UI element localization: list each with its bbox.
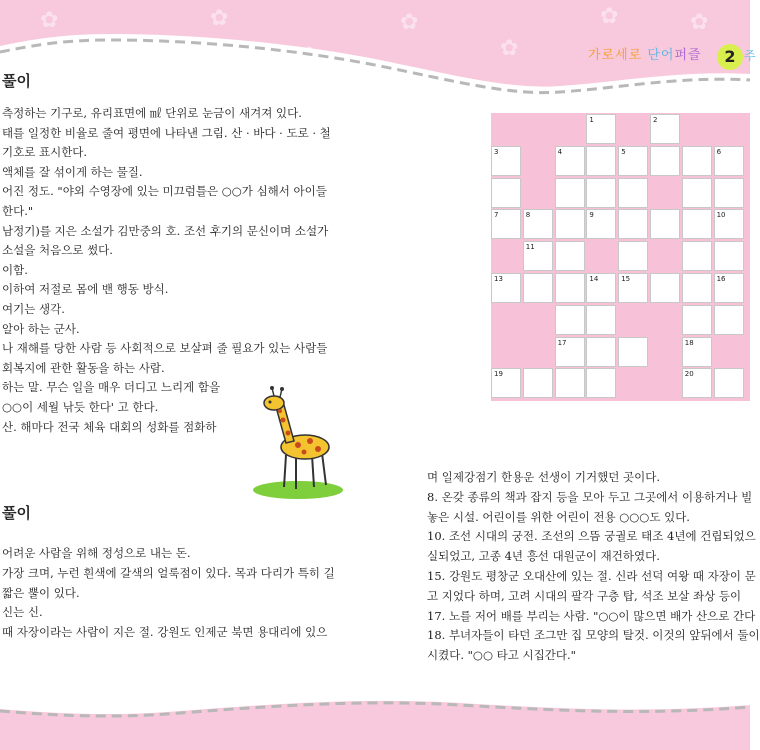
- clue-line: 알아 하는 군사.: [2, 321, 80, 336]
- crossword-cell[interactable]: [586, 273, 616, 303]
- crossword-cell[interactable]: [491, 146, 521, 176]
- crossword-cell[interactable]: [714, 273, 744, 303]
- crossword-cell[interactable]: [555, 368, 585, 398]
- crossword-cell[interactable]: [586, 305, 616, 335]
- crossword-cell[interactable]: [555, 178, 585, 208]
- chapter-badge: 2: [717, 44, 743, 70]
- cell-number: 2: [653, 116, 658, 124]
- crossword-cell[interactable]: [586, 337, 616, 367]
- crossword-cell[interactable]: [714, 209, 744, 239]
- title-part: 퍼즐: [674, 48, 702, 63]
- clue-line: 나 재해를 당한 사람 등 사회적으로 보살펴 줄 필요가 있는 사람들: [2, 341, 328, 356]
- clue-line: 실되었고, 고종 4년 흥선 대원군이 재건하였다.: [427, 549, 660, 564]
- cell-number: 8: [525, 211, 531, 220]
- crossword-cell[interactable]: [491, 209, 521, 239]
- crossword-cell[interactable]: [650, 146, 680, 176]
- chapter-suffix: 주: [744, 49, 756, 63]
- cell-number: 1: [589, 116, 594, 124]
- crossword-cell[interactable]: [586, 368, 616, 398]
- crossword-cell[interactable]: [555, 209, 585, 239]
- clue-line: 이하여 저절로 몸에 밴 행동 방식.: [2, 282, 169, 297]
- paw-print-icon: ✿: [600, 4, 619, 29]
- clue-line: 때 자장이라는 사람이 지은 절. 강원도 인제군 북면 용대리에 있으: [2, 625, 328, 640]
- paw-print-icon: ✿: [400, 10, 419, 35]
- clue-line: 15. 강원도 평창군 오대산에 있는 절. 신라 선덕 여왕 때 자장이 문: [427, 569, 756, 583]
- crossword-cell[interactable]: [618, 178, 648, 208]
- clue-line: 8. 온갖 종류의 책과 잡지 등을 모아 두고 그곳에서 이용하거나 빌: [427, 489, 753, 504]
- crossword-cell[interactable]: [682, 273, 712, 303]
- clue-line: 17. 노를 저어 배를 부리는 사람. "○○이 많으면 배가 산으로 간다: [427, 608, 756, 623]
- cell-number: 10: [716, 211, 726, 220]
- title-part: 단어: [642, 48, 675, 63]
- crossword-cell[interactable]: [650, 273, 680, 303]
- clue-line: 시켰다. "○○ 타고 시집간다.": [427, 648, 576, 663]
- crossword-grid: [491, 113, 750, 401]
- clue-line: 남정기)를 지은 소설가 김만중의 호. 조선 후기의 문신이며 소설가: [2, 223, 329, 238]
- cell-number: 11: [525, 243, 535, 252]
- clue-line: 기호로 표시한다.: [2, 145, 88, 160]
- crossword-cell[interactable]: [523, 241, 553, 271]
- crossword-cell[interactable]: [555, 146, 585, 176]
- crossword-cell[interactable]: [555, 337, 585, 367]
- cell-number: 18: [684, 338, 694, 347]
- clue-line: 여기는 생각.: [2, 302, 65, 316]
- paw-print-icon: ✿: [40, 8, 59, 33]
- clue-line: 액체를 잘 섞이게 하는 물질.: [2, 164, 143, 179]
- clue-line: 놓은 시설. 어린이를 위한 어린이 전용 ○○○도 있다.: [427, 509, 690, 524]
- clue-line: 18. 부녀자들이 타던 조그만 집 모양의 탈것. 이것의 앞뒤에서 둘이: [427, 628, 760, 643]
- cell-number: 13: [494, 275, 503, 283]
- cell-number: 9: [589, 211, 594, 220]
- crossword-cell[interactable]: [491, 368, 521, 398]
- crossword-cell[interactable]: [555, 241, 585, 271]
- crossword-cell[interactable]: [682, 305, 712, 335]
- giraffe-illustration: [250, 385, 340, 505]
- clue-line: 소설을 처음으로 썼다.: [2, 243, 113, 258]
- clue-line: 짧은 뿔이 있다.: [2, 585, 80, 600]
- cell-number: 19: [494, 370, 503, 379]
- crossword-cell[interactable]: [523, 273, 553, 303]
- clue-line: ○○이 세월 낚듯 한다' 고 한다.: [2, 400, 159, 414]
- cell-number: 7: [494, 211, 499, 220]
- crossword-cell[interactable]: [618, 273, 648, 303]
- crossword-cell[interactable]: [682, 241, 712, 271]
- crossword-cell[interactable]: [555, 273, 585, 303]
- page-title: [588, 44, 702, 63]
- clue-line: 회복지에 관한 활동을 하는 사람.: [2, 360, 165, 375]
- clue-line: 이함.: [2, 262, 28, 277]
- paw-print-icon: ✿: [210, 6, 229, 31]
- clue-line: 신는 신.: [2, 605, 43, 620]
- cell-number: 17: [557, 338, 567, 347]
- crossword-cell[interactable]: [682, 209, 712, 239]
- clue-line: 며 일제강점기 한용운 선생이 기거했던 곳이다.: [427, 470, 661, 484]
- cell-number: 5: [621, 147, 626, 156]
- cell-number: 4: [557, 147, 563, 156]
- crossword-cell[interactable]: [618, 337, 648, 367]
- cell-number: 14: [589, 275, 599, 283]
- crossword-cell[interactable]: [618, 241, 648, 271]
- crossword-cell[interactable]: [586, 178, 616, 208]
- crossword-cell[interactable]: [682, 178, 712, 208]
- crossword-cell[interactable]: [523, 368, 553, 398]
- clue-line: 어려운 사람을 위해 정성으로 내는 돈.: [2, 546, 191, 560]
- crossword-cell[interactable]: [714, 305, 744, 335]
- clue-line: 하는 말. 무슨 일을 매우 더디고 느리게 함을: [2, 380, 221, 395]
- crossword-cell[interactable]: [682, 146, 712, 176]
- title-part: 가로세로: [588, 48, 643, 63]
- cell-number: 16: [716, 275, 726, 283]
- crossword-cell[interactable]: [555, 305, 585, 335]
- crossword-cell[interactable]: [714, 241, 744, 271]
- crossword-cell[interactable]: [714, 368, 744, 398]
- crossword-cell[interactable]: [491, 178, 521, 208]
- footer-wave: [0, 695, 750, 735]
- paw-print-icon: ✿: [500, 36, 519, 61]
- crossword-cell[interactable]: [523, 209, 553, 239]
- crossword-cell[interactable]: [586, 209, 616, 239]
- clue-line: 한다.": [2, 204, 34, 218]
- crossword-cell[interactable]: [650, 209, 680, 239]
- clue-line: 측정하는 기구로, 유리표면에 ㎖ 단위로 눈금이 새겨져 있다.: [2, 106, 302, 120]
- crossword-cell[interactable]: [714, 146, 744, 176]
- clue-line: 태를 일정한 비율로 줄여 평면에 나타낸 그림. 산 · 바다 · 도로 · 철: [2, 125, 331, 140]
- clue-line: 어진 정도. "야외 수영장에 있는 미끄럼틀은 ○○가 심해서 아이들: [2, 184, 327, 199]
- clue-line: 고 지었다 하며, 고려 시대의 팔각 구층 탑, 석조 보살 좌상 등이: [427, 588, 742, 603]
- crossword-cell[interactable]: [491, 273, 521, 303]
- crossword-cell[interactable]: [586, 146, 616, 176]
- crossword-cell[interactable]: [618, 209, 648, 239]
- crossword-cell[interactable]: [650, 114, 680, 144]
- cell-number: 20: [684, 370, 694, 379]
- crossword-cell[interactable]: [618, 146, 648, 176]
- down-heading: 풀이: [2, 504, 31, 522]
- crossword-cell[interactable]: [586, 114, 616, 144]
- crossword-cell[interactable]: [682, 368, 712, 398]
- clue-line: 가장 크며, 누런 흰색에 갈색의 얼룩점이 있다. 목과 다리가 특히 길: [2, 565, 335, 580]
- crossword-cell[interactable]: [682, 337, 712, 367]
- clue-line: 10. 조선 시대의 궁전. 조선의 으뜸 궁궐로 태조 4년에 건립되었으: [427, 529, 756, 544]
- crossword-cell[interactable]: [714, 178, 744, 208]
- across-heading: 풀이: [2, 72, 31, 90]
- cell-number: 3: [494, 147, 499, 156]
- clue-line: 산. 해마다 전국 체육 대회의 성화를 점화하: [2, 419, 217, 434]
- paw-print-icon: ✿: [690, 10, 709, 35]
- cell-number: 15: [621, 275, 631, 283]
- cell-number: 6: [716, 147, 722, 156]
